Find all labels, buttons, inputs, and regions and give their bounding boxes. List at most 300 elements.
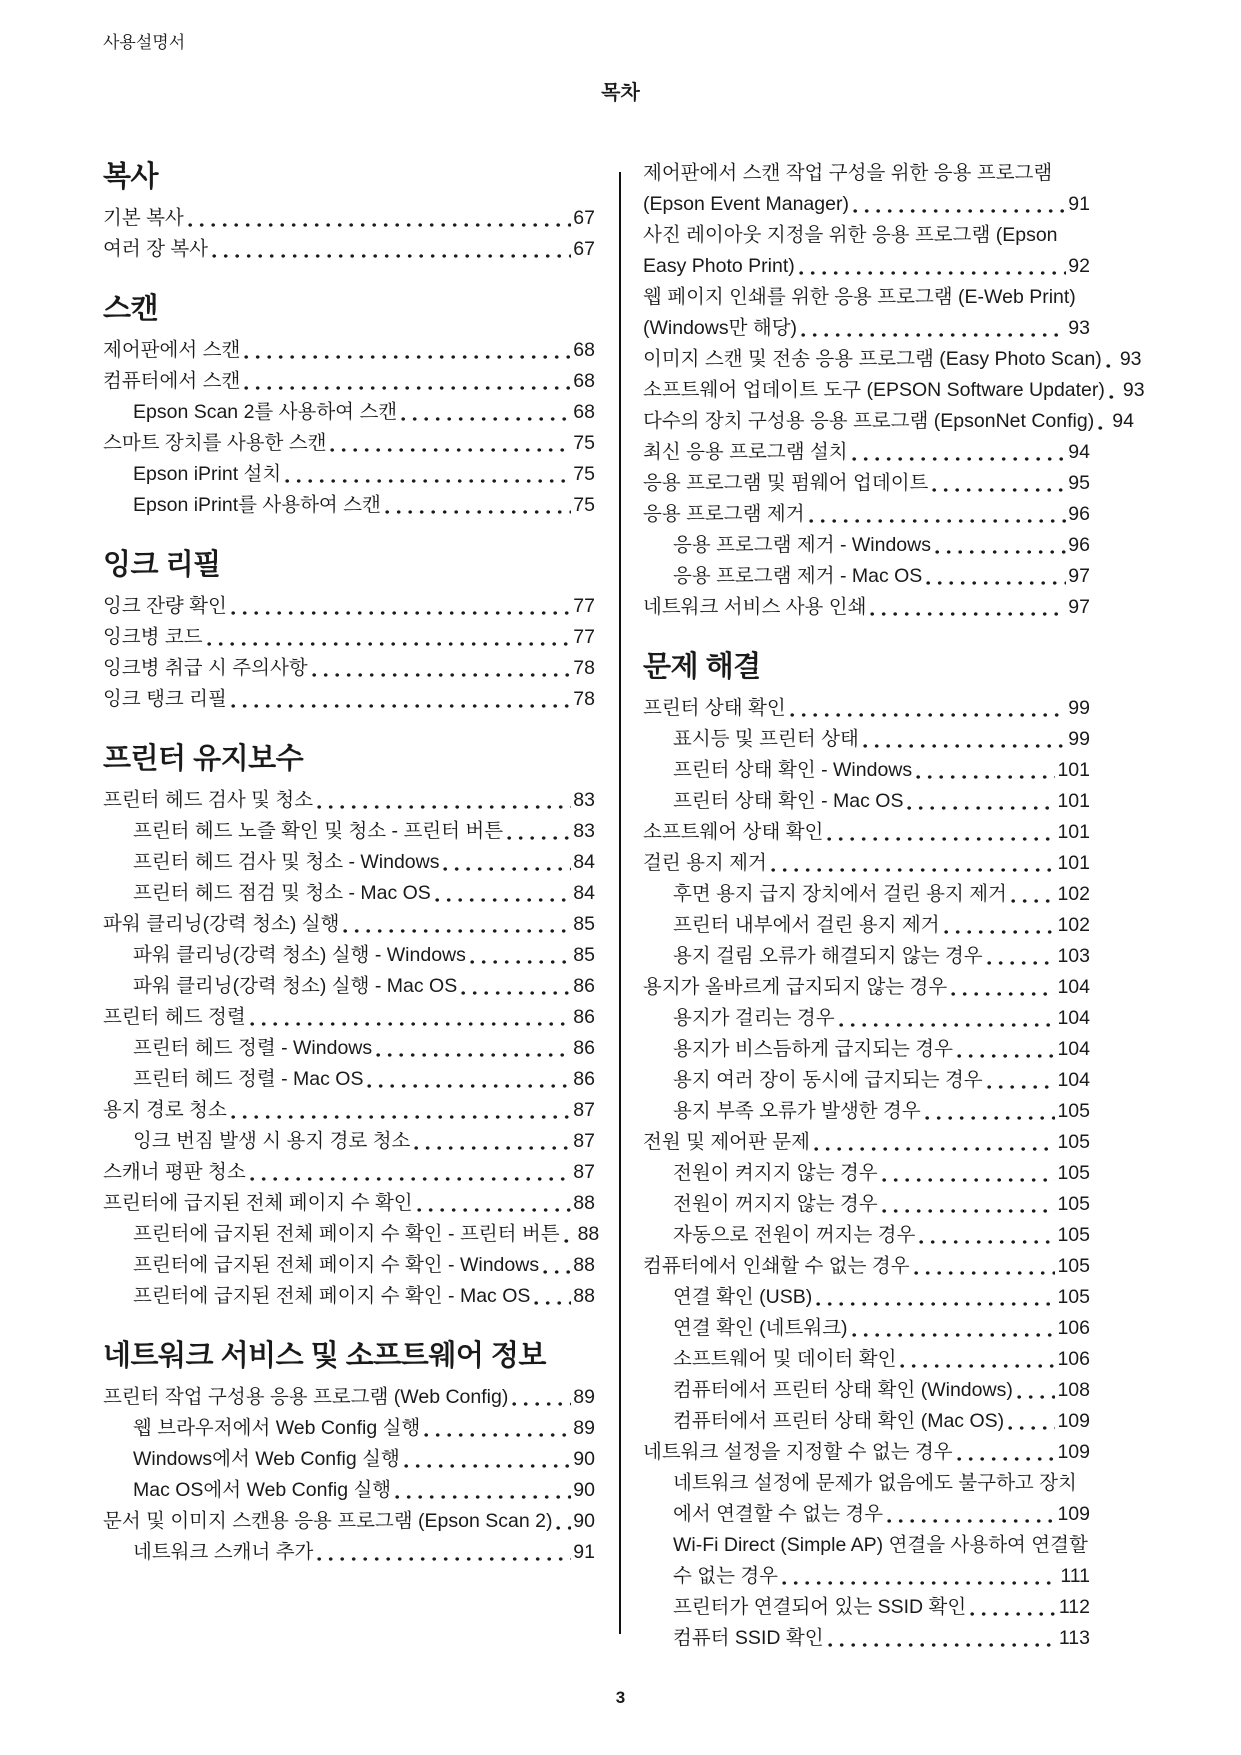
dot-leader	[507, 816, 571, 847]
toc-entry-text: 프린터 내부에서 걸린 용지 제거	[673, 914, 940, 936]
toc-entry[interactable]	[103, 428, 595, 459]
toc-entry-text: 프린터 상태 확인 - Windows	[673, 759, 913, 781]
toc-entry-text: 스마트 장치를 사용한 스캔	[103, 432, 327, 454]
toc-entry-text: 사진 레이아웃 지정을 위한 응용 프로그램 (Epson	[643, 224, 1058, 246]
toc-entry-text: 용지 여러 장이 동시에 급지되는 경우	[673, 1069, 983, 1091]
toc-entry[interactable]	[643, 406, 1134, 437]
toc-page-number: 67	[573, 238, 595, 260]
toc-entry-text: 전원 및 제어판 문제	[643, 1131, 810, 1153]
toc-entry[interactable]	[103, 816, 595, 847]
toc-entry-text: 프린터에 급지된 전체 페이지 수 확인 - Windows	[133, 1254, 540, 1276]
dot-leader	[914, 1251, 1056, 1282]
toc-entry[interactable]	[103, 940, 595, 971]
toc-entry[interactable]	[103, 1537, 595, 1568]
dot-leader	[556, 1506, 571, 1537]
dot-leader	[916, 755, 1055, 786]
toc-entry[interactable]	[103, 653, 595, 684]
dot-leader	[925, 1096, 1056, 1127]
toc-entry[interactable]	[643, 724, 1090, 755]
toc-entry[interactable]	[643, 1003, 1090, 1034]
toc-section-title: 프린터 유지보수	[103, 743, 304, 775]
toc-entry-text: 전원이 켜지지 않는 경우	[673, 1162, 878, 1184]
dot-leader	[417, 1188, 572, 1219]
dot-leader	[801, 313, 1066, 344]
toc-entry-text: 프린터 헤드 점검 및 청소 - Mac OS	[133, 882, 431, 904]
toc-entry-text: 프린터 헤드 정렬 - Mac OS	[133, 1068, 364, 1090]
toc-page-number: 108	[1057, 1379, 1090, 1401]
toc-page-number: 102	[1057, 883, 1090, 905]
toc-page-number: 93	[1119, 348, 1142, 370]
toc-page-number: 105	[1057, 1162, 1090, 1184]
dot-leader	[827, 817, 1055, 848]
toc-entry-text: 프린터에 급지된 전체 페이지 수 확인	[103, 1192, 413, 1214]
toc-entry-text: 용지가 비스듬하게 급지되는 경우	[673, 1038, 953, 1060]
toc-entry-text: 프린터에 급지된 전체 페이지 수 확인 - Mac OS	[133, 1285, 531, 1307]
dot-leader	[207, 622, 572, 653]
toc-entry-text: 연결 확인 (네트워크)	[673, 1317, 848, 1339]
toc-page-number: 86	[573, 1037, 595, 1059]
toc-entry[interactable]	[103, 366, 595, 397]
toc-entry-text: 문서 및 이미지 스캔용 응용 프로그램 (Epson Scan 2)	[103, 1510, 553, 1532]
dot-leader	[1017, 1375, 1056, 1406]
dot-leader	[244, 335, 571, 366]
toc-entry-text: 용지 걸림 오류가 해결되지 않는 경우	[673, 945, 983, 967]
toc-page-number: 104	[1057, 976, 1090, 998]
toc-entry[interactable]	[103, 397, 595, 428]
toc-page-number: 96	[1068, 534, 1090, 556]
toc-entry-text: Epson iPrint 설치	[133, 463, 282, 485]
toc-entry[interactable]	[643, 1127, 1090, 1158]
dot-leader	[231, 684, 571, 715]
toc-page-number: 94	[1068, 441, 1090, 463]
toc-entry-text: 응용 프로그램 및 펌웨어 업데이트	[643, 472, 929, 494]
toc-entry-text: 자동으로 전원이 꺼지는 경우	[673, 1224, 916, 1246]
toc-entry-text: 프린터 작업 구성용 응용 프로그램 (Web Config)	[103, 1386, 509, 1408]
toc-entry[interactable]	[643, 530, 1090, 561]
toc-page-number: 99	[1068, 728, 1090, 750]
toc-entry[interactable]	[643, 499, 1090, 530]
toc-entry-text: 전원이 꺼지지 않는 경우	[673, 1193, 878, 1215]
toc-page-number: 111	[1060, 1565, 1090, 1587]
toc-entry[interactable]	[103, 459, 595, 490]
toc-page-number: 86	[573, 1068, 595, 1090]
toc-entry[interactable]	[643, 879, 1090, 910]
toc-page-number: 95	[1068, 472, 1090, 494]
dot-leader	[1109, 375, 1121, 406]
toc-column-right	[643, 158, 1145, 1654]
toc-entry-text: 컴퓨터 SSID 확인	[673, 1627, 824, 1649]
toc-entry-text: 기본 복사	[103, 207, 184, 229]
toc-page-number: 102	[1057, 914, 1090, 936]
toc-page-number: 92	[1068, 255, 1090, 277]
dot-leader	[401, 397, 571, 428]
dot-leader	[188, 203, 572, 234]
toc-entry[interactable]	[643, 786, 1090, 817]
toc-entry[interactable]	[103, 622, 595, 653]
toc-page-number: 93	[1068, 317, 1090, 339]
dot-leader	[919, 1220, 1055, 1251]
toc-entry-text: 컴퓨터에서 스캔	[103, 370, 241, 392]
dot-leader	[809, 499, 1067, 530]
toc-entry-text: 프린터 헤드 정렬 - Windows	[133, 1037, 373, 1059]
toc-page-number: 68	[573, 370, 595, 392]
toc-page-number: 103	[1057, 945, 1090, 967]
toc-entry[interactable]	[103, 1157, 595, 1188]
toc-entry[interactable]	[643, 1034, 1090, 1065]
toc-page-number: 88	[573, 1254, 595, 1276]
toc-entry-text: 이미지 스캔 및 전송 응용 프로그램 (Easy Photo Scan)	[643, 348, 1102, 370]
toc-page-number: 85	[573, 944, 595, 966]
dot-leader	[424, 1413, 571, 1444]
toc-page-number: 90	[573, 1479, 595, 1501]
toc-page-number: 109	[1057, 1503, 1090, 1525]
footer-page-number: 3	[615, 1688, 626, 1707]
dot-leader	[385, 490, 571, 521]
toc-page-number: 78	[573, 688, 595, 710]
dot-leader	[944, 910, 1056, 941]
dot-leader	[957, 1437, 1056, 1468]
toc-entry-text: 웹 브라우저에서 Web Config 실행	[133, 1417, 421, 1439]
dot-leader	[512, 1382, 571, 1413]
toc-entry[interactable]	[643, 220, 1090, 282]
toc-page-number: 101	[1057, 759, 1090, 781]
toc-entry[interactable]	[643, 1282, 1090, 1313]
toc-entry[interactable]	[103, 847, 595, 878]
dot-leader	[312, 653, 572, 684]
toc-page-number: 105	[1057, 1255, 1090, 1277]
dot-leader	[814, 1127, 1056, 1158]
dot-leader	[564, 1219, 576, 1250]
dot-leader	[317, 1537, 571, 1568]
dot-leader	[343, 909, 571, 940]
toc-entry[interactable]	[643, 561, 1090, 592]
toc-page-number: 101	[1057, 852, 1090, 874]
toc-section-title: 스캔	[103, 293, 159, 325]
toc-entry[interactable]	[643, 1530, 1090, 1592]
dot-leader	[376, 1033, 571, 1064]
dot-leader	[212, 234, 571, 265]
toc-entry-text: 파워 클리닝(강력 청소) 실행 - Windows	[133, 944, 466, 966]
toc-page-number: 75	[573, 432, 595, 454]
toc-entry[interactable]	[103, 1033, 595, 1064]
toc-page-number: 91	[573, 1541, 595, 1563]
dot-leader	[395, 1475, 571, 1506]
toc-entry-text: 용지 경로 청소	[103, 1099, 227, 1121]
toc-entry-text: Epson Scan 2를 사용하여 스캔	[133, 401, 398, 423]
dot-leader	[951, 972, 1055, 1003]
toc-entry[interactable]	[103, 203, 595, 234]
toc-page-number: 77	[573, 626, 595, 648]
dot-leader	[932, 468, 1066, 499]
toc-page-number: 88	[573, 1285, 595, 1307]
toc-page-number: 89	[573, 1417, 595, 1439]
toc-entry-text: 후면 용지 급지 장치에서 걸린 용지 제거	[673, 883, 1007, 905]
toc-entry[interactable]	[643, 1375, 1090, 1406]
dot-leader	[782, 1561, 1058, 1592]
toc-entry[interactable]	[103, 1475, 595, 1506]
toc-entry[interactable]	[643, 344, 1142, 375]
toc-entry[interactable]	[643, 693, 1090, 724]
toc-entry-text: (Epson Event Manager)	[643, 193, 849, 215]
toc-entry[interactable]	[103, 1064, 595, 1095]
toc-entry-text: (Windows만 해당)	[643, 317, 798, 339]
toc-page-number: 87	[573, 1099, 595, 1121]
toc-entry[interactable]	[103, 971, 595, 1002]
toc-entry-text: 소프트웨어 업데이트 도구 (EPSON Software Updater)	[643, 379, 1105, 401]
toc-entry[interactable]	[643, 1189, 1090, 1220]
toc-entry[interactable]	[103, 1506, 595, 1537]
toc-entry-text: 응용 프로그램 제거	[643, 503, 805, 525]
toc-entry-text: 응용 프로그램 제거 - Windows	[673, 534, 931, 556]
toc-entry[interactable]	[643, 1251, 1090, 1282]
toc-entry-text: 프린터 헤드 노즐 확인 및 청소 - 프린터 버튼	[133, 820, 504, 842]
toc-entry[interactable]	[643, 437, 1090, 468]
toc-entry-text: 잉크 잔량 확인	[103, 595, 227, 617]
toc-entry[interactable]	[643, 282, 1090, 344]
dot-leader	[244, 366, 571, 397]
toc-column-left	[103, 158, 600, 1568]
toc-entry[interactable]	[103, 1281, 595, 1312]
toc-entry[interactable]	[643, 1158, 1090, 1189]
toc-page-number: 106	[1057, 1348, 1090, 1370]
toc-entry-text: 네트워크 서비스 사용 인쇄	[643, 596, 867, 618]
dot-leader	[250, 1157, 572, 1188]
toc-entry[interactable]	[643, 1344, 1090, 1375]
toc-entry-text: 파워 클리닝(강력 청소) 실행	[103, 913, 340, 935]
toc-entry[interactable]	[103, 878, 595, 909]
toc-page-number: 75	[573, 494, 595, 516]
toc-entry[interactable]	[103, 234, 595, 265]
toc-entry-text: 연결 확인 (USB)	[673, 1286, 813, 1308]
toc-entry[interactable]	[103, 1382, 595, 1413]
toc-page-number: 105	[1057, 1100, 1090, 1122]
toc-entry[interactable]	[103, 1095, 595, 1126]
toc-entry-text: 다수의 장치 구성용 응용 프로그램 (EpsonNet Config)	[643, 410, 1095, 432]
toc-page-number: 78	[573, 657, 595, 679]
dot-leader	[543, 1250, 571, 1281]
dot-leader	[435, 878, 571, 909]
toc-page-number: 91	[1068, 193, 1090, 215]
toc-entry[interactable]	[643, 1313, 1090, 1344]
toc-page-number: 84	[573, 882, 595, 904]
toc-entry-text: 프린터 상태 확인 - Mac OS	[673, 790, 904, 812]
toc-entry[interactable]	[643, 468, 1090, 499]
toc-page-number: 105	[1057, 1131, 1090, 1153]
dot-leader	[771, 848, 1056, 879]
toc-entry-text: 컴퓨터에서 프린터 상태 확인 (Windows)	[673, 1379, 1013, 1401]
toc-entry[interactable]	[103, 1219, 600, 1250]
toc-entry[interactable]	[103, 1188, 595, 1219]
dot-leader	[907, 786, 1055, 817]
toc-page-number: 89	[573, 1386, 595, 1408]
toc-entry-text: 소프트웨어 및 데이터 확인	[673, 1348, 897, 1370]
toc-page-number: 87	[573, 1161, 595, 1183]
toc-entry-text: 프린터 헤드 검사 및 청소 - Windows	[133, 851, 440, 873]
toc-entry[interactable]	[643, 972, 1090, 1003]
toc-page-number: 75	[573, 463, 595, 485]
toc-page-number: 105	[1057, 1224, 1090, 1246]
dot-leader	[853, 189, 1066, 220]
toc-entry-text: 네트워크 설정을 지정할 수 없는 경우	[643, 1441, 953, 1463]
toc-entry-text: 파워 클리닝(강력 청소) 실행 - Mac OS	[133, 975, 458, 997]
toc-entry-text: 용지가 올바르게 급지되지 않는 경우	[643, 976, 948, 998]
toc-entry[interactable]	[103, 490, 595, 521]
toc-page-number: 106	[1057, 1317, 1090, 1339]
document-title-header: 사용설명서	[103, 33, 186, 52]
toc-entry[interactable]	[643, 1065, 1090, 1096]
toc-page-number: 99	[1068, 697, 1090, 719]
toc-entry[interactable]	[103, 1002, 595, 1033]
toc-entry[interactable]	[643, 1096, 1090, 1127]
dot-leader	[839, 1003, 1056, 1034]
dot-leader	[816, 1282, 1055, 1313]
toc-entry[interactable]	[103, 1126, 595, 1157]
toc-page-number: 104	[1057, 1038, 1090, 1060]
toc-entry-text: 컴퓨터에서 인쇄할 수 없는 경우	[643, 1255, 910, 1277]
toc-entry[interactable]	[103, 909, 595, 940]
toc-page-number: 83	[573, 820, 595, 842]
toc-entry-text: 제어판에서 스캔	[103, 339, 241, 361]
dot-leader	[1011, 879, 1056, 910]
toc-entry-text: 여러 장 복사	[103, 238, 209, 260]
dot-leader	[285, 459, 571, 490]
dot-leader	[852, 437, 1067, 468]
toc-entry-text: Mac OS에서 Web Config 실행	[133, 1479, 392, 1501]
toc-entry[interactable]	[643, 941, 1090, 972]
dot-leader	[852, 1313, 1056, 1344]
toc-entry-text: 네트워크 설정에 문제가 없음에도 불구하고 장치	[673, 1472, 1077, 1494]
toc-page-number: 90	[573, 1448, 595, 1470]
dot-leader	[231, 591, 571, 622]
dot-leader	[330, 428, 571, 459]
toc-entry-text: 잉크 번짐 발생 시 용지 경로 청소	[133, 1130, 411, 1152]
dot-leader	[882, 1189, 1056, 1220]
dot-leader	[970, 1592, 1057, 1623]
toc-entry-text: 컴퓨터에서 프린터 상태 확인 (Mac OS)	[673, 1410, 1005, 1432]
toc-entry[interactable]	[643, 1437, 1090, 1468]
toc-entry-text: 소프트웨어 상태 확인	[643, 821, 824, 843]
toc-page-number: 96	[1068, 503, 1090, 525]
toc-section-title: 문제 해결	[643, 651, 761, 683]
dot-leader	[987, 941, 1056, 972]
toc-page-number: 97	[1068, 596, 1090, 618]
dot-leader	[926, 561, 1066, 592]
toc-page-number: 104	[1057, 1069, 1090, 1091]
toc-entry[interactable]	[643, 755, 1090, 786]
dot-leader	[470, 940, 571, 971]
toc-page-number: 109	[1057, 1441, 1090, 1463]
toc-page-number: 87	[573, 1130, 595, 1152]
dot-leader	[443, 847, 571, 878]
toc-entry[interactable]	[103, 335, 595, 366]
toc-page-number: 90	[573, 1510, 595, 1532]
toc-entry[interactable]	[103, 1413, 595, 1444]
toc-entry[interactable]	[643, 1220, 1090, 1251]
toc-entry-text: 용지가 걸리는 경우	[673, 1007, 835, 1029]
toc-entry[interactable]	[103, 1250, 595, 1281]
dot-leader	[790, 693, 1067, 724]
toc-entry-text: 최신 응용 프로그램 설치	[643, 441, 848, 463]
toc-entry[interactable]	[643, 1623, 1090, 1654]
page-title: 목차	[601, 82, 640, 104]
toc-entry-text: 용지 부족 오류가 발생한 경우	[673, 1100, 921, 1122]
toc-page-number: 86	[573, 975, 595, 997]
dot-leader	[1008, 1406, 1055, 1437]
toc-entry-text: 잉크병 취급 시 주의사항	[103, 657, 308, 679]
toc-page-number: 101	[1057, 790, 1090, 812]
toc-entry-text: 제어판에서 스캔 작업 구성을 위한 응용 프로그램	[643, 162, 1053, 184]
toc-page-number: 68	[573, 401, 595, 423]
dot-leader	[870, 592, 1066, 623]
dot-leader	[1106, 344, 1118, 375]
toc-entry[interactable]	[643, 848, 1090, 879]
toc-entry-text: 프린터 헤드 정렬	[103, 1006, 246, 1028]
toc-entry-text: Easy Photo Print)	[643, 255, 795, 277]
toc-entry-text: 네트워크 스캐너 추가	[133, 1541, 314, 1563]
toc-entry-text: Wi-Fi Direct (Simple AP) 연결을 사용하여 연결할	[673, 1534, 1088, 1556]
dot-leader	[987, 1065, 1056, 1096]
dot-leader	[887, 1499, 1055, 1530]
toc-page-number: 112	[1058, 1596, 1090, 1618]
toc-entry[interactable]	[103, 591, 595, 622]
toc-entry[interactable]	[103, 684, 595, 715]
toc-page-number: 101	[1057, 821, 1090, 843]
toc-entry[interactable]	[103, 785, 595, 816]
toc-page-number: 88	[573, 1192, 595, 1214]
dot-leader	[461, 971, 571, 1002]
toc-entry-text: 걸린 용지 제거	[643, 852, 767, 874]
toc-entry[interactable]	[643, 1592, 1090, 1623]
toc-page-number: 93	[1122, 379, 1145, 401]
toc-page-number: 94	[1112, 410, 1134, 432]
toc-page-number: 97	[1068, 565, 1090, 587]
toc-entry[interactable]	[643, 910, 1090, 941]
dot-leader	[863, 724, 1067, 755]
toc-entry[interactable]	[643, 592, 1090, 623]
toc-entry[interactable]	[643, 1468, 1090, 1530]
toc-page-number: 67	[573, 207, 595, 229]
dot-leader	[882, 1158, 1056, 1189]
toc-page-number: 85	[573, 913, 595, 935]
dot-leader	[957, 1034, 1055, 1065]
toc-page-number: 88	[577, 1223, 600, 1245]
toc-entry[interactable]	[103, 1444, 595, 1475]
toc-entry-text: 에서 연결할 수 없는 경우	[673, 1503, 884, 1525]
toc-entry[interactable]	[643, 375, 1145, 406]
toc-page-number: 109	[1057, 1410, 1090, 1432]
column-divider	[619, 172, 621, 1634]
toc-entry-text: 프린터에 급지된 전체 페이지 수 확인 - 프린터 버튼	[133, 1223, 560, 1245]
dot-leader	[404, 1444, 571, 1475]
toc-page-number: 105	[1057, 1193, 1090, 1215]
toc-page-number: 104	[1057, 1007, 1090, 1029]
toc-entry-text: 표시등 및 프린터 상태	[673, 728, 859, 750]
dot-leader	[828, 1623, 1057, 1654]
dot-leader	[900, 1344, 1055, 1375]
dot-leader	[367, 1064, 571, 1095]
toc-entry-text: 수 없는 경우	[673, 1565, 779, 1587]
toc-entry-text: Epson iPrint를 사용하여 스캔	[133, 494, 381, 516]
toc-entry-text: 프린터 헤드 검사 및 청소	[103, 789, 314, 811]
toc-entry[interactable]	[643, 158, 1090, 220]
toc-entry[interactable]	[643, 817, 1090, 848]
toc-entry-text: Windows에서 Web Config 실행	[133, 1448, 400, 1470]
dot-leader	[414, 1126, 571, 1157]
toc-entry-text: 잉크병 코드	[103, 626, 203, 648]
toc-entry[interactable]	[643, 1406, 1090, 1437]
dot-leader	[317, 785, 571, 816]
toc-page-number: 84	[573, 851, 595, 873]
